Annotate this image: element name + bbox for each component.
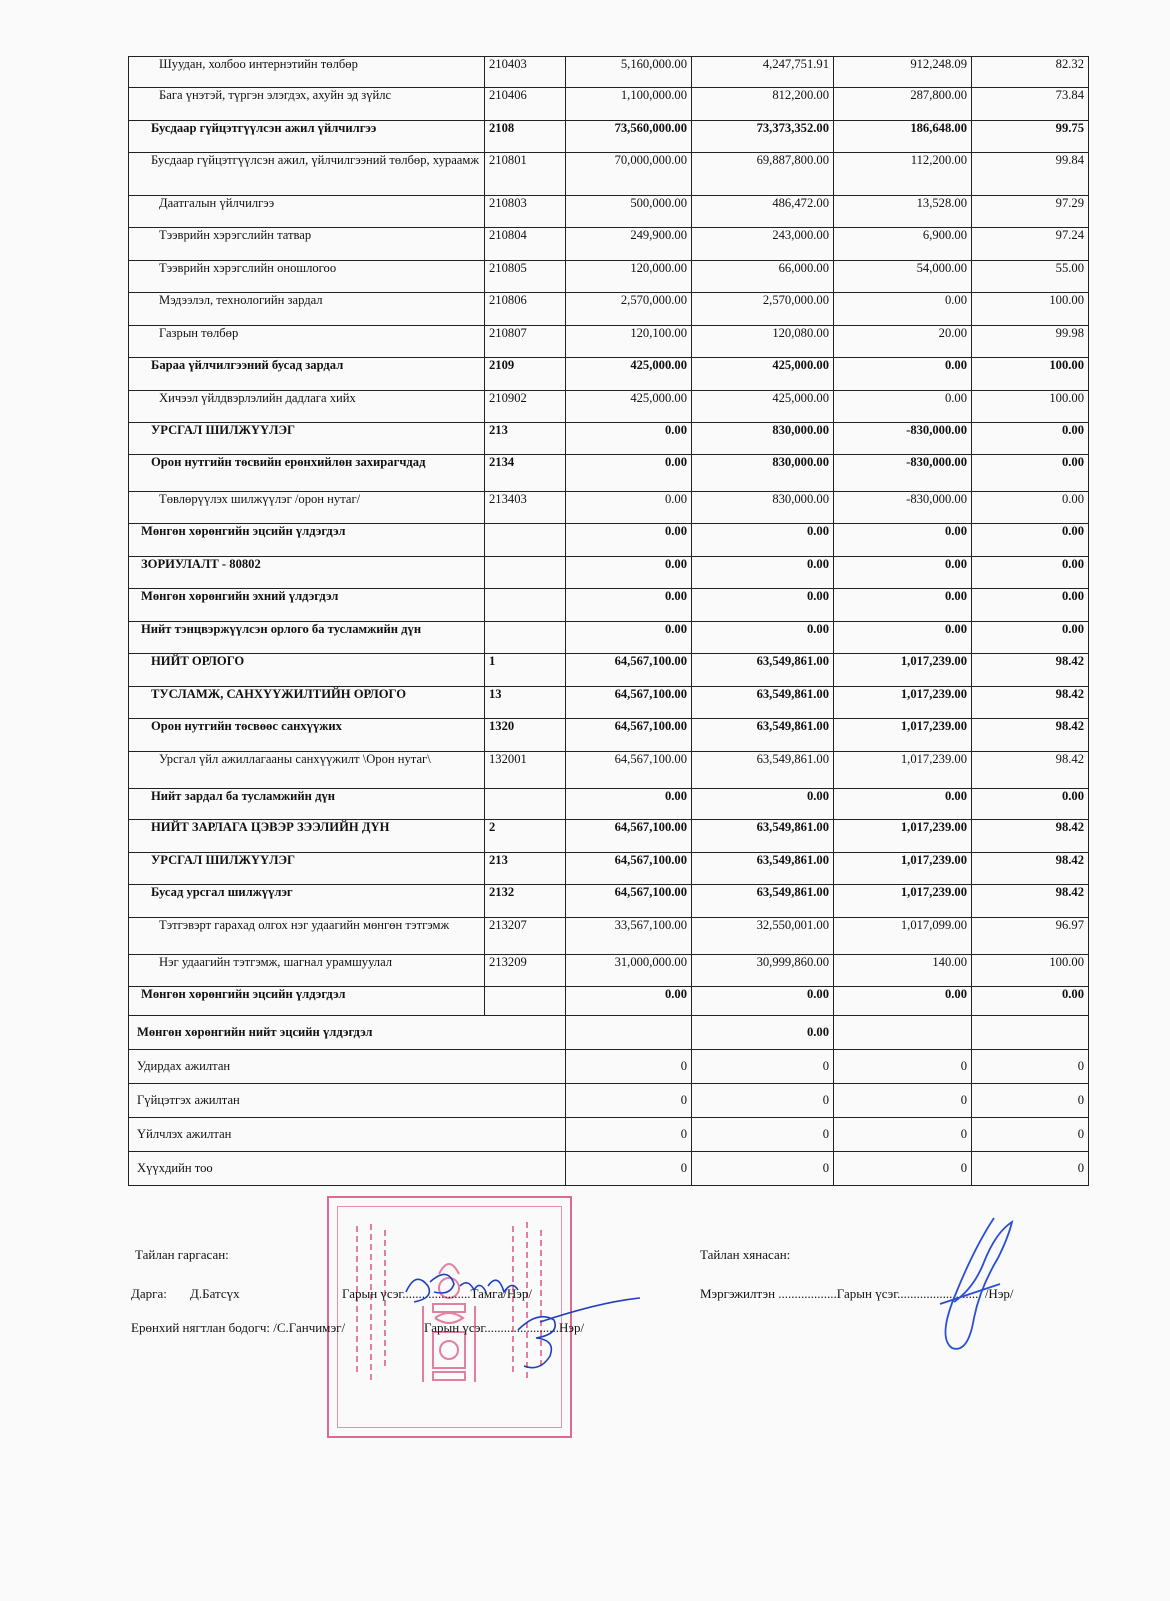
- table-row: [129, 622, 1089, 654]
- row-percent: 0.00: [972, 557, 1089, 589]
- row-code: 210803: [485, 196, 566, 228]
- staff-value: 0: [972, 1118, 1089, 1152]
- staff-table: [128, 1015, 1089, 1186]
- row-name: НИЙТ ЗАРЛАГА ЦЭВЭР ЗЭЭЛИЙН ДҮН: [129, 820, 485, 853]
- table-row: [129, 261, 1089, 293]
- row-name: Мөнгөн хөрөнгийн эцсийн үлдэгдэл: [129, 524, 485, 557]
- row-plan: 33,567,100.00: [566, 918, 692, 955]
- row-actual: 0.00: [692, 557, 834, 589]
- row-percent: 0.00: [972, 455, 1089, 492]
- row-name: Шуудан, холбоо интернэтийн төлбөр: [129, 57, 485, 88]
- staff-value: 0: [834, 1118, 972, 1152]
- row-name: Бараа үйлчилгээний бусад зардал: [129, 358, 485, 391]
- row-percent: 97.29: [972, 196, 1089, 228]
- staff-label: Үйлчлэх ажилтан: [129, 1118, 566, 1152]
- table-row: [129, 789, 1089, 820]
- row-percent: 0.00: [972, 789, 1089, 820]
- table-row: [129, 885, 1089, 918]
- row-percent: 98.42: [972, 654, 1089, 687]
- row-plan: 5,160,000.00: [566, 57, 692, 88]
- row-plan: 0.00: [566, 622, 692, 654]
- row-code: [485, 622, 566, 654]
- row-plan: 425,000.00: [566, 391, 692, 423]
- row-actual: 73,373,352.00: [692, 121, 834, 153]
- row-diff: 6,900.00: [834, 228, 972, 261]
- table-row: [129, 228, 1089, 261]
- row-plan: 0.00: [566, 589, 692, 622]
- row-diff: 112,200.00: [834, 153, 972, 196]
- row-actual: 425,000.00: [692, 358, 834, 391]
- row-diff: 1,017,239.00: [834, 719, 972, 752]
- row-percent: 96.97: [972, 918, 1089, 955]
- table-row: [129, 752, 1089, 789]
- report-sheet: [128, 56, 1088, 1186]
- table-row: [129, 358, 1089, 391]
- row-actual: 4,247,751.91: [692, 57, 834, 88]
- row-actual: 425,000.00: [692, 391, 834, 423]
- row-plan: 0.00: [566, 423, 692, 455]
- row-percent: 98.42: [972, 885, 1089, 918]
- table-row: [129, 88, 1089, 121]
- row-diff: 1,017,239.00: [834, 853, 972, 885]
- row-diff: 186,648.00: [834, 121, 972, 153]
- row-plan: 249,900.00: [566, 228, 692, 261]
- row-diff: 1,017,239.00: [834, 654, 972, 687]
- row-code: 210805: [485, 261, 566, 293]
- staff-value: 0: [972, 1050, 1089, 1084]
- staff-value: 0: [692, 1118, 834, 1152]
- row-actual: 30,999,860.00: [692, 955, 834, 987]
- row-code: 210807: [485, 326, 566, 358]
- row-percent: 0.00: [972, 524, 1089, 557]
- row-code: 2108: [485, 121, 566, 153]
- row-actual: 486,472.00: [692, 196, 834, 228]
- row-code: 210804: [485, 228, 566, 261]
- total-balance-row: [129, 1016, 1089, 1050]
- row-code: 213: [485, 853, 566, 885]
- row-percent: 98.42: [972, 752, 1089, 789]
- staff-value: 0: [566, 1152, 692, 1186]
- table-row: [129, 423, 1089, 455]
- row-actual: 0.00: [692, 589, 834, 622]
- row-percent: 97.24: [972, 228, 1089, 261]
- row-percent: 98.42: [972, 719, 1089, 752]
- row-diff: 1,017,099.00: [834, 918, 972, 955]
- row-code: [485, 557, 566, 589]
- row-diff: 54,000.00: [834, 261, 972, 293]
- row-name: Даатгалын үйлчилгээ: [129, 196, 485, 228]
- table-row: [129, 196, 1089, 228]
- row-code: 132001: [485, 752, 566, 789]
- row-plan: 64,567,100.00: [566, 719, 692, 752]
- row-name: Мөнгөн хөрөнгийн эцсийн үлдэгдэл: [129, 987, 485, 1016]
- table-row: [129, 326, 1089, 358]
- row-name: Бусдаар гүйцэтгүүлсэн ажил үйлчилгээ: [129, 121, 485, 153]
- row-plan: 500,000.00: [566, 196, 692, 228]
- row-name: Тээврийн хэрэгслийн оношлогоо: [129, 261, 485, 293]
- table-row: [129, 589, 1089, 622]
- row-plan: 2,570,000.00: [566, 293, 692, 326]
- row-actual: 812,200.00: [692, 88, 834, 121]
- row-name: Мэдээлэл, технологийн зардал: [129, 293, 485, 326]
- row-actual: 69,887,800.00: [692, 153, 834, 196]
- row-diff: -830,000.00: [834, 492, 972, 524]
- row-percent: 0.00: [972, 987, 1089, 1016]
- row-code: 210406: [485, 88, 566, 121]
- row-diff: 13,528.00: [834, 196, 972, 228]
- table-row: [129, 153, 1089, 196]
- table-row: [129, 557, 1089, 589]
- row-diff: 0.00: [834, 391, 972, 423]
- row-plan: 425,000.00: [566, 358, 692, 391]
- row-percent: 0.00: [972, 622, 1089, 654]
- row-name: УРСГАЛ ШИЛЖҮҮЛЭГ: [129, 423, 485, 455]
- row-actual: 63,549,861.00: [692, 687, 834, 719]
- row-actual: 243,000.00: [692, 228, 834, 261]
- table-row: [129, 391, 1089, 423]
- row-code: 1: [485, 654, 566, 687]
- row-actual: 2,570,000.00: [692, 293, 834, 326]
- prepared-label: Тайлан гаргасан:: [135, 1247, 229, 1262]
- row-plan: 0.00: [566, 492, 692, 524]
- inspector-signature-icon: [920, 1212, 1030, 1362]
- budget-table: [128, 56, 1089, 1016]
- row-code: 2134: [485, 455, 566, 492]
- staff-value: 0: [834, 1050, 972, 1084]
- staff-value: 0: [834, 1084, 972, 1118]
- row-name: Төвлөрүүлэх шилжүүлэг /орон нутаг/: [129, 492, 485, 524]
- accountant-line: Ерөнхий нягтлан бодогч: /С.Ганчимэг/: [131, 1320, 346, 1335]
- table-row: [129, 654, 1089, 687]
- row-actual: 63,549,861.00: [692, 885, 834, 918]
- table-row: [129, 687, 1089, 719]
- table-row: [129, 987, 1089, 1016]
- row-code: 213209: [485, 955, 566, 987]
- row-actual: 830,000.00: [692, 455, 834, 492]
- director-role: Дарга:: [131, 1286, 167, 1301]
- row-name: Орон нутгийн төсвөөс санхүүжих: [129, 719, 485, 752]
- row-name: Нэг удаагийн тэтгэмж, шагнал урамшуулал: [129, 955, 485, 987]
- staff-row: [129, 1118, 1089, 1152]
- table-row: [129, 293, 1089, 326]
- row-name: Хичээл үйлдвэрлэлийн дадлага хийх: [129, 391, 485, 423]
- row-code: 2109: [485, 358, 566, 391]
- staff-value: 0: [972, 1152, 1089, 1186]
- row-code: [485, 789, 566, 820]
- row-diff: 1,017,239.00: [834, 820, 972, 853]
- table-row: [129, 719, 1089, 752]
- row-percent: 99.84: [972, 153, 1089, 196]
- row-name: ЗОРИУЛАЛТ - 80802: [129, 557, 485, 589]
- staff-label: Удирдах ажилтан: [129, 1050, 566, 1084]
- row-diff: 1,017,239.00: [834, 687, 972, 719]
- row-actual: 66,000.00: [692, 261, 834, 293]
- row-code: 2: [485, 820, 566, 853]
- table-row: [129, 820, 1089, 853]
- row-code: [485, 524, 566, 557]
- staff-value: 0: [834, 1152, 972, 1186]
- row-code: [485, 589, 566, 622]
- row-diff: 0.00: [834, 293, 972, 326]
- row-plan: 0.00: [566, 987, 692, 1016]
- row-plan: 0.00: [566, 789, 692, 820]
- staff-value: 0: [972, 1084, 1089, 1118]
- row-actual: 63,549,861.00: [692, 654, 834, 687]
- row-code: 213403: [485, 492, 566, 524]
- row-name: Нийт зардал ба тусламжийн дүн: [129, 789, 485, 820]
- row-percent: 100.00: [972, 293, 1089, 326]
- row-percent: 98.42: [972, 687, 1089, 719]
- row-diff: 0.00: [834, 987, 972, 1016]
- row-percent: 99.98: [972, 326, 1089, 358]
- row-diff: 0.00: [834, 789, 972, 820]
- row-plan: 64,567,100.00: [566, 687, 692, 719]
- row-percent: 100.00: [972, 955, 1089, 987]
- row-name: УРСГАЛ ШИЛЖҮҮЛЭГ: [129, 853, 485, 885]
- director-name: Д.Батсүх: [190, 1286, 240, 1301]
- total-balance-label: Мөнгөн хөрөнгийн нийт эцсийн үлдэгдэл: [129, 1016, 566, 1050]
- row-percent: 98.42: [972, 853, 1089, 885]
- row-code: 210403: [485, 57, 566, 88]
- row-name: Орон нутгийн төсвийн ерөнхийлөн захирагчдад: [129, 455, 485, 492]
- row-actual: 63,549,861.00: [692, 853, 834, 885]
- row-code: 1320: [485, 719, 566, 752]
- row-percent: 55.00: [972, 261, 1089, 293]
- table-row: [129, 853, 1089, 885]
- row-actual: 830,000.00: [692, 492, 834, 524]
- row-diff: 0.00: [834, 358, 972, 391]
- row-diff: 912,248.09: [834, 57, 972, 88]
- row-name: Нийт тэнцвэржүүлсэн орлого ба тусламжийн дүн: [129, 622, 485, 654]
- row-actual: 0.00: [692, 622, 834, 654]
- row-actual: 63,549,861.00: [692, 752, 834, 789]
- row-diff: 140.00: [834, 955, 972, 987]
- staff-value: 0: [692, 1084, 834, 1118]
- row-diff: 287,800.00: [834, 88, 972, 121]
- row-code: 210806: [485, 293, 566, 326]
- staff-row: [129, 1084, 1089, 1118]
- row-diff: -830,000.00: [834, 423, 972, 455]
- row-name: Тэтгэвэрт гарахад олгох нэг удаагийн мөнгөн тэтгэмж: [129, 918, 485, 955]
- staff-row: [129, 1050, 1089, 1084]
- row-percent: 99.75: [972, 121, 1089, 153]
- row-plan: 31,000,000.00: [566, 955, 692, 987]
- table-row: [129, 492, 1089, 524]
- reviewed-label: Тайлан хянасан:: [700, 1247, 791, 1262]
- row-actual: 0.00: [692, 789, 834, 820]
- total-balance-value: 0.00: [692, 1016, 834, 1050]
- row-diff: 1,017,239.00: [834, 752, 972, 789]
- row-diff: 0.00: [834, 589, 972, 622]
- table-row: [129, 524, 1089, 557]
- row-plan: 1,100,000.00: [566, 88, 692, 121]
- row-plan: 120,100.00: [566, 326, 692, 358]
- row-code: 213207: [485, 918, 566, 955]
- row-code: 2132: [485, 885, 566, 918]
- row-name: Газрын төлбөр: [129, 326, 485, 358]
- row-name: Мөнгөн хөрөнгийн эхний үлдэгдэл: [129, 589, 485, 622]
- row-diff: -830,000.00: [834, 455, 972, 492]
- staff-value: 0: [566, 1050, 692, 1084]
- row-plan: 0.00: [566, 557, 692, 589]
- table-row: [129, 455, 1089, 492]
- row-plan: 64,567,100.00: [566, 853, 692, 885]
- row-actual: 63,549,861.00: [692, 719, 834, 752]
- row-percent: 0.00: [972, 423, 1089, 455]
- row-plan: 70,000,000.00: [566, 153, 692, 196]
- row-name: Урсгал үйл ажиллагааны санхүүжилт \Орон нутаг\: [129, 752, 485, 789]
- table-row: [129, 57, 1089, 88]
- row-plan: 64,567,100.00: [566, 752, 692, 789]
- row-actual: 830,000.00: [692, 423, 834, 455]
- row-actual: 63,549,861.00: [692, 820, 834, 853]
- row-percent: 73.84: [972, 88, 1089, 121]
- row-diff: 20.00: [834, 326, 972, 358]
- row-code: 213: [485, 423, 566, 455]
- row-plan: 64,567,100.00: [566, 885, 692, 918]
- row-code: 210801: [485, 153, 566, 196]
- staff-value: 0: [566, 1084, 692, 1118]
- row-name: Бусдаар гүйцэтгүүлсэн ажил, үйлчилгээний төлбөр, хураамж: [129, 153, 485, 196]
- row-plan: 120,000.00: [566, 261, 692, 293]
- row-actual: 32,550,001.00: [692, 918, 834, 955]
- staff-value: 0: [692, 1152, 834, 1186]
- row-plan: 0.00: [566, 524, 692, 557]
- row-name: ТУСЛАМЖ, САНХҮҮЖИЛТИЙН ОРЛОГО: [129, 687, 485, 719]
- row-diff: 0.00: [834, 524, 972, 557]
- row-percent: 100.00: [972, 358, 1089, 391]
- row-code: 13: [485, 687, 566, 719]
- row-percent: 0.00: [972, 492, 1089, 524]
- row-percent: 82.32: [972, 57, 1089, 88]
- row-percent: 100.00: [972, 391, 1089, 423]
- table-row: [129, 918, 1089, 955]
- table-row: [129, 121, 1089, 153]
- staff-label: Хүүхдийн тоо: [129, 1152, 566, 1186]
- row-diff: 1,017,239.00: [834, 885, 972, 918]
- row-name: Тээврийн хэрэгслийн татвар: [129, 228, 485, 261]
- row-name: НИЙТ ОРЛОГО: [129, 654, 485, 687]
- staff-value: 0: [566, 1118, 692, 1152]
- accountant-sign-line: Гарын үсэг.......................Нэр/: [424, 1320, 585, 1335]
- staff-value: 0: [692, 1050, 834, 1084]
- row-code: 210902: [485, 391, 566, 423]
- row-code: [485, 987, 566, 1016]
- row-percent: 98.42: [972, 820, 1089, 853]
- row-diff: 0.00: [834, 557, 972, 589]
- row-plan: 64,567,100.00: [566, 820, 692, 853]
- director-signature-icon: [400, 1262, 640, 1372]
- row-plan: 73,560,000.00: [566, 121, 692, 153]
- row-actual: 120,080.00: [692, 326, 834, 358]
- table-row: [129, 955, 1089, 987]
- row-actual: 0.00: [692, 987, 834, 1016]
- staff-row: [129, 1152, 1089, 1186]
- row-name: Бусад урсгал шилжүүлэг: [129, 885, 485, 918]
- director-sign-line: Гарын үсэг.....................Тамга/Нэр/: [342, 1286, 532, 1301]
- row-name: Бага үнэтэй, түргэн элэгдэх, ахуйн эд зүйлс: [129, 88, 485, 121]
- row-plan: 64,567,100.00: [566, 654, 692, 687]
- row-percent: 0.00: [972, 589, 1089, 622]
- staff-label: Гүйцэтгэх ажилтан: [129, 1084, 566, 1118]
- row-actual: 0.00: [692, 524, 834, 557]
- inspector-line: Мэргэжилтэн ..................Гарын үсэг.......................... /Нэр/: [700, 1286, 1014, 1301]
- row-plan: 0.00: [566, 455, 692, 492]
- row-diff: 0.00: [834, 622, 972, 654]
